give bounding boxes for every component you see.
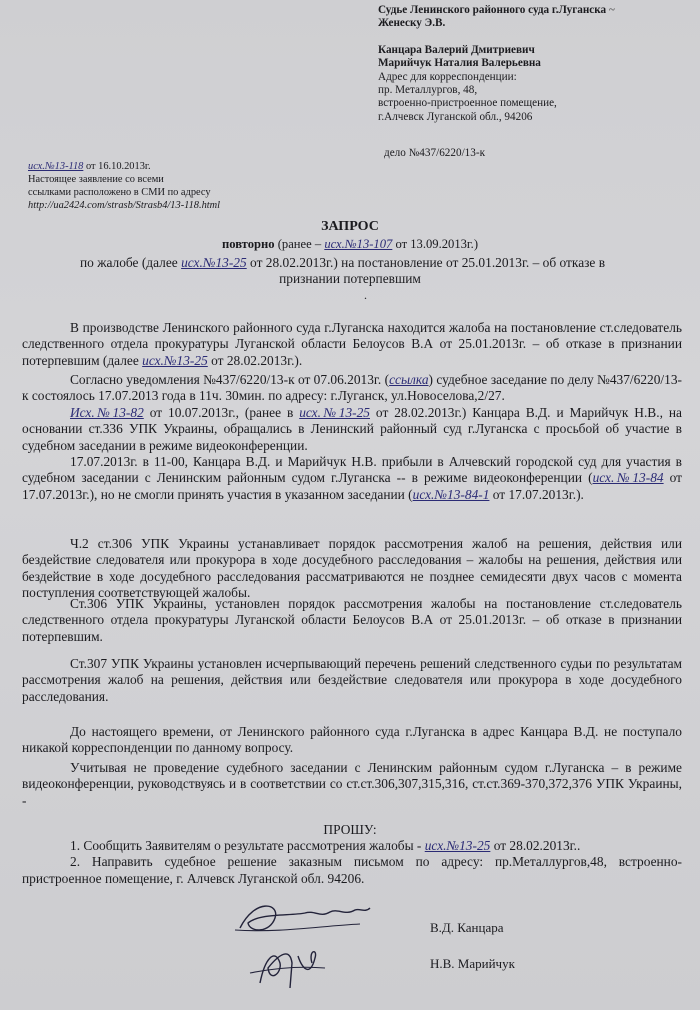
address-line2: встроенно-пристроенное помещение, — [378, 97, 557, 110]
p2-text-c: от 10.07.2013г., (ранее в — [143, 404, 300, 420]
title-repeat-line — [0, 237, 700, 252]
from-line2: Марийчук Наталия Валерьевна — [378, 57, 541, 70]
req1-text-a: 1. Сообщить Заявителям о результате рассмотрения жалобы - — [70, 838, 425, 853]
p1-ref-link[interactable]: исх.№13-25 — [142, 352, 208, 368]
p2-text-d: от 28.02.2013г.) Канцара В.Д. и Марийчук Н.В., на основании ст.336 УПК Украины, обращались в Ленинский районный суд г.Луганска с просьбой об участие в судебном заседании в режиме видеоконференции. — [22, 404, 682, 453]
note-date: от 16.10.2013г. — [83, 161, 151, 172]
subject-ref-link[interactable]: исх.№13-25 — [181, 255, 247, 270]
repeat-text-a: (ранее – — [274, 237, 325, 251]
note-url[interactable]: http://ua2424.com/strasb/Strasb4/13-118.html — [28, 200, 221, 211]
p6-text: Ст.307 УПК Украины установлен исчерпывающий перечень решений следственного судьи по результатам рассмотрения жалоб на решения, действия или бездействие следователя или прокурора в ходе досудебного расследования. — [22, 656, 682, 704]
paragraph-4 — [22, 536, 682, 602]
req2-text: 2. Направить судебное решение заказным письмом по адресу: пр.Металлургов,48, встроенно-пристроенное помещение, г. Алчевск Луганской обл. 94206. — [22, 854, 682, 886]
handwritten-signatures — [220, 888, 380, 998]
p1-text-b: от 28.02.2013г.). — [207, 352, 303, 368]
address-label: Адрес для корреспонденции: — [378, 70, 517, 83]
req1-ref-link[interactable]: исх.№13-25 — [424, 838, 491, 853]
document-title: ЗАПРОС — [321, 219, 379, 234]
p2-ref2-link[interactable]: Исх.№13-82 — [70, 404, 144, 420]
p3-ref2-link[interactable]: исх.№13-84-1 — [412, 486, 490, 502]
repeat-bold: повторно — [221, 237, 275, 251]
repeat-text-b: от 13.09.2013г.) — [392, 237, 479, 251]
paragraph-3 — [22, 454, 682, 503]
paragraph-1 — [22, 320, 682, 369]
p3-text-c: от 17.07.2013г.). — [489, 486, 584, 502]
p2-ref-link[interactable]: ссылка — [389, 372, 429, 387]
note-line3: ссылками расположено в СМИ по адресу — [28, 187, 211, 198]
paragraph-5 — [22, 596, 682, 645]
subject-text-b: от 28.02.2013г.) на постановление от 25.01.2013г. – об отказе в — [246, 255, 606, 270]
note-ref-link[interactable]: исх.№13-118 — [28, 161, 84, 172]
p3-text-b: от 17.07.2013г.), но не смогли принять участия в указанном заседании ( — [22, 470, 683, 502]
signatory-1: В.Д. Канцара — [430, 920, 504, 935]
paragraph-6 — [22, 656, 682, 705]
title-dot: . — [364, 288, 367, 302]
p2-text-a: Согласно уведомления №437/6220/13-к от 07.06.2013г. ( — [70, 372, 390, 387]
p1-text-a: В производстве Ленинского районного суда г.Луганска находится жалоба на постановление ст.следователь следственного отдела прокуратуры Луганской области Белоусов В.А от 25.01.2013г. – об отказе в признании потерпевшим (далее — [22, 320, 682, 368]
req1-text-b: от 28.02.2013г.. — [490, 838, 581, 853]
p5-text: Ст.306 УПК Украины, установлен порядок рассмотрения жалобы на постановление ст.следователь следственного отдела прокуратуры Луганской области Белоусов В.А от 25.01.2013г. – об отказе в признании потерпевшим. — [22, 596, 682, 644]
p8-text: Учитывая не проведение судебного заседании с Ленинским районным судом г.Луганска – в режиме видеоконференции, руководствуясь и в соответствии со ст.ст.306,307,315,316, ст.ст.369-370,372,376 УПК Украины, - — [22, 760, 682, 808]
to-line2: Женеску Э.В. — [378, 17, 446, 30]
to-line1: Судье Ленинского районного суда г.Луганска — [378, 4, 607, 16]
p3-text-a: 17.07.2013г. в 11-00, Канцара В.Д. и Марийчук Н.В. прибыли в Алчевский городской суд для участия в судебном заседании с Ленинским районным судом г.Луганска -- в режиме видеоконференции ( — [22, 454, 682, 486]
title-subject-line — [80, 254, 605, 271]
p2-text-b: ) судебное заседание по делу №437/6220/13-к состоялось 17.07.2013 года в 11ч. 30мин. по адресу: г.Луганск, ул.Новоселова,2/27. — [22, 372, 683, 404]
paragraph-8 — [22, 760, 682, 809]
case-number: дело №437/6220/13-к — [384, 147, 486, 159]
reference-note — [28, 160, 220, 212]
addressee-block: Судье Ленинского районного суда г.Луганска ~ Женеску Э.В. Канцара Валерий Дмитриевич Марийчук Наталия Валерьевна Адрес для корреспонденции: пр. Металлургов, 48, встроенно-пристроенное помещение, г.Алчевск Луганской обл., 94206 — [378, 4, 615, 123]
title-subject-line2: признании потерпевшим — [279, 271, 421, 286]
p3-ref-link[interactable]: исх.№13-84 — [592, 470, 664, 486]
request-heading: ПРОШУ: — [323, 822, 377, 837]
signatory-2: Н.В. Марийчук — [430, 956, 515, 971]
p2-ref3-link[interactable]: исх.№13-25 — [299, 404, 370, 420]
repeat-ref-link[interactable]: исх.№13-107 — [324, 237, 393, 251]
paragraph-7 — [22, 724, 682, 757]
note-line2: Настоящее заявление со всеми — [28, 174, 164, 185]
p7-text: До настоящего времени, от Ленинского районного суда г.Луганска в адрес Канцара В.Д. не поступало никакой корреспонденции по данному вопросу. — [22, 724, 682, 756]
paragraph-2 — [22, 372, 682, 454]
request-list — [22, 838, 682, 887]
address-line1: пр. Металлургов, 48, — [378, 84, 478, 97]
p4-text: Ч.2 ст.306 УПК Украины устанавливает порядок рассмотрения жалоб на решения, действия или бездействие следователя или прокурора в ходе досудебного расследования – жалобы на решения, действия или бездействие в ходе досудебного расследования рассматриваются не позднее семидесяти двух часов с момента поступления соответствующей жалобы. — [22, 536, 682, 601]
address-line3: г.Алчевск Луганской обл., 94206 — [378, 110, 533, 123]
subject-text-a: по жалобе (далее — [80, 255, 182, 270]
from-line1: Канцара Валерий Дмитриевич — [378, 43, 535, 56]
